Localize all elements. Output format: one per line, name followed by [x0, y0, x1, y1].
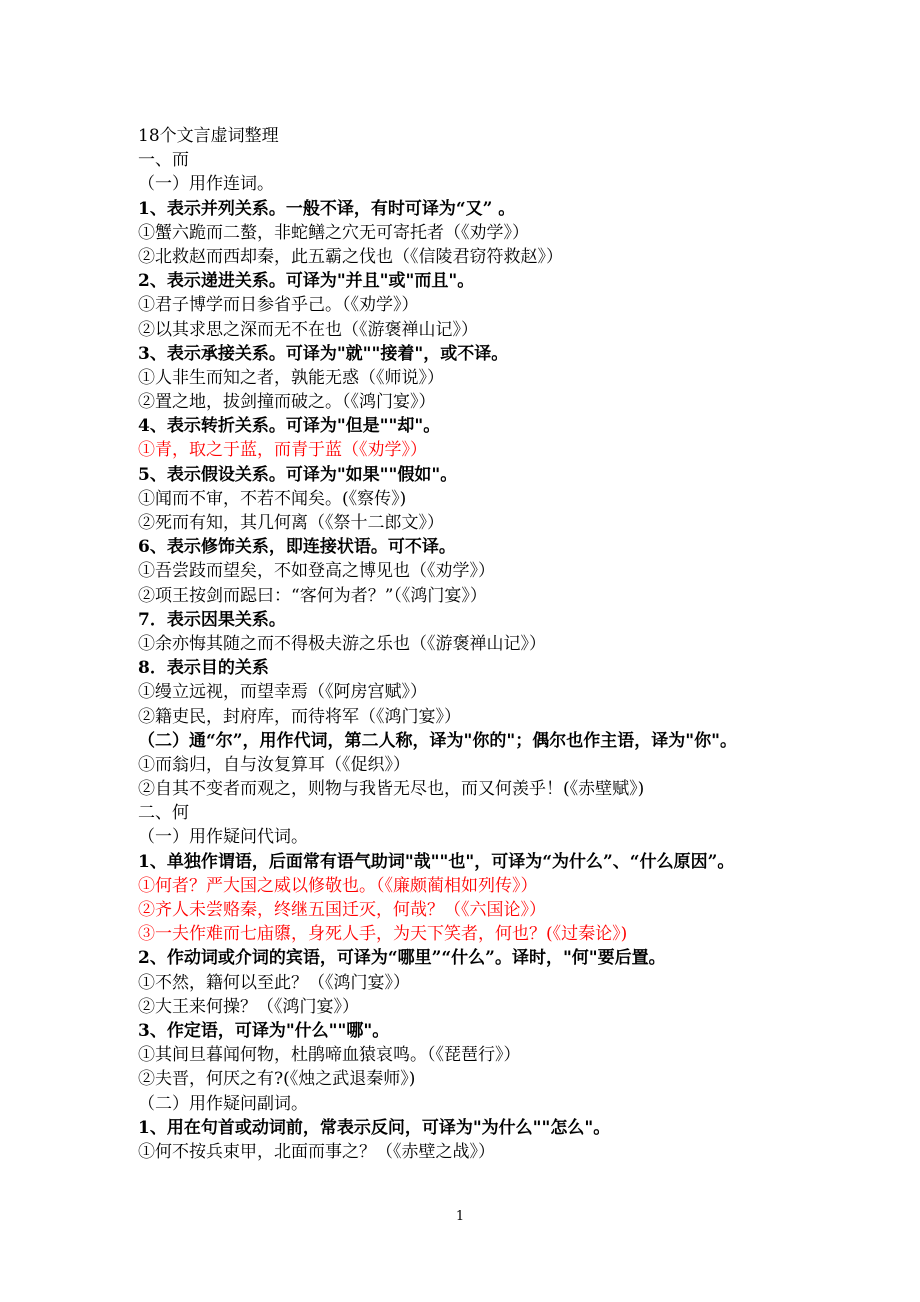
section-heading: 2、作动词或介词的宾语，可译为“哪里”“什么”。译时，"何"要后置。 — [138, 948, 666, 969]
page-number: 1 — [455, 1209, 465, 1224]
text-line: ②项王按剑而跽曰：“客何为者？”（《鸿门宴》） — [138, 585, 487, 606]
text-line: ①蟹六跪而二螯，非蛇鳝之穴无可寄托者（《劝学》） — [138, 222, 529, 243]
text-line: ①缦立远视，而望幸焉（《阿房宫赋》） — [138, 682, 427, 703]
section-heading: 5、表示假设关系。可译为"如果""假如"。 — [138, 464, 458, 485]
text-line: ①闻而不审，不若不闻矣。(《察传》) — [138, 488, 407, 509]
section-heading: 3、表示承接关系。可译为"就""接着"，或不译。 — [138, 343, 509, 364]
section-heading: （二）通“尔”，用作代词，第二人称，译为"你的"；偶尔也作主语，译为"你"。 — [138, 730, 737, 751]
text-line: ①人非生而知之者，孰能无惑（《师说》） — [138, 367, 444, 388]
text-line: （一）用作疑问代词。 — [138, 827, 308, 848]
text-line: 二、何 — [138, 803, 189, 824]
text-line: ②以其求思之深而无不在也（《游褒禅山记》） — [138, 319, 478, 340]
text-line: （二）用作疑问副词。 — [138, 1093, 308, 1114]
section-heading: 8．表示目的关系 — [138, 658, 269, 679]
text-line: ①而翁归，自与汝复算耳（《促织》） — [138, 754, 410, 775]
text-line: ②置之地，拔剑撞而破之。（《鸿门宴》） — [138, 392, 436, 413]
section-heading: 1、表示并列关系。一般不译，有时可译为“又” 。 — [138, 198, 516, 219]
text-line: ②齐人未尝赂秦，终继五国迁灭，何哉？（《六国论》） — [138, 900, 546, 921]
section-heading: 4、表示转折关系。可译为"但是""却"。 — [138, 416, 441, 437]
text-line: ②籍吏民，封府库，而待将军（《鸿门宴》） — [138, 706, 461, 727]
text-line: ①何不按兵束甲，北面而事之？（《赤壁之战》） — [138, 1141, 495, 1162]
section-heading: 3、作定语，可译为"什么""哪"。 — [138, 1020, 390, 1041]
section-heading: 6、表示修饰关系，即连接状语。可不译。 — [138, 537, 456, 558]
text-line: ①何者？严大国之威以修敬也。（《廉颇蔺相如列传》） — [138, 875, 538, 896]
text-line: （一）用作连词。 — [138, 174, 274, 195]
text-line: ①吾尝跂而望矣，不如登高之博见也（《劝学》） — [138, 561, 495, 582]
text-line: ②死而有知，其几何离（《祭十二郎文》） — [138, 513, 444, 533]
text-line: ③一夫作难而七庙隳，身死人手，为天下笑者，何也？(《过秦论》) — [138, 924, 628, 945]
text-line: 18个文言虚词整理 — [138, 126, 279, 146]
text-line: ②自其不变者而观之，则物与我皆无尽也，而又何羡乎！(《赤壁赋》) — [138, 779, 645, 800]
text-line: ①其间旦暮闻何物，杜鹃啼血猿哀鸣。（《琵琶行》） — [138, 1045, 521, 1066]
section-heading: 1、用在句首或动词前，常表示反问，可译为"为什么""怎么"。 — [138, 1117, 611, 1138]
text-line: ①青，取之于蓝，而青于蓝（《劝学》） — [138, 440, 427, 461]
text-line: ①君子博学而日参省乎己。（《劝学》） — [138, 295, 419, 316]
text-line: ①不然，籍何以至此？（《鸿门宴》） — [138, 972, 410, 993]
text-line: ①余亦悔其随之而不得极夫游之乐也（《游褒禅山记》） — [138, 633, 546, 654]
text-line: ②北救赵而西却秦，此五霸之伐也（《信陵君窃符救赵》） — [138, 246, 563, 267]
text-line: ②大王来何操？（《鸿门宴》） — [138, 996, 359, 1017]
section-heading: 2、表示递进关系。可译为"并且"或"而且"。 — [138, 271, 475, 292]
section-heading: 1、单独作谓语，后面常有语气助词"哉""也"，可译为“为什么”、“什么原因”。 — [138, 851, 735, 872]
document-body — [138, 124, 798, 1164]
section-heading: 7．表示因果关系。 — [138, 609, 286, 630]
text-line: ②夫晋，何厌之有?(《烛之武退秦师》) — [138, 1069, 416, 1090]
text-line: 一、而 — [138, 150, 189, 171]
